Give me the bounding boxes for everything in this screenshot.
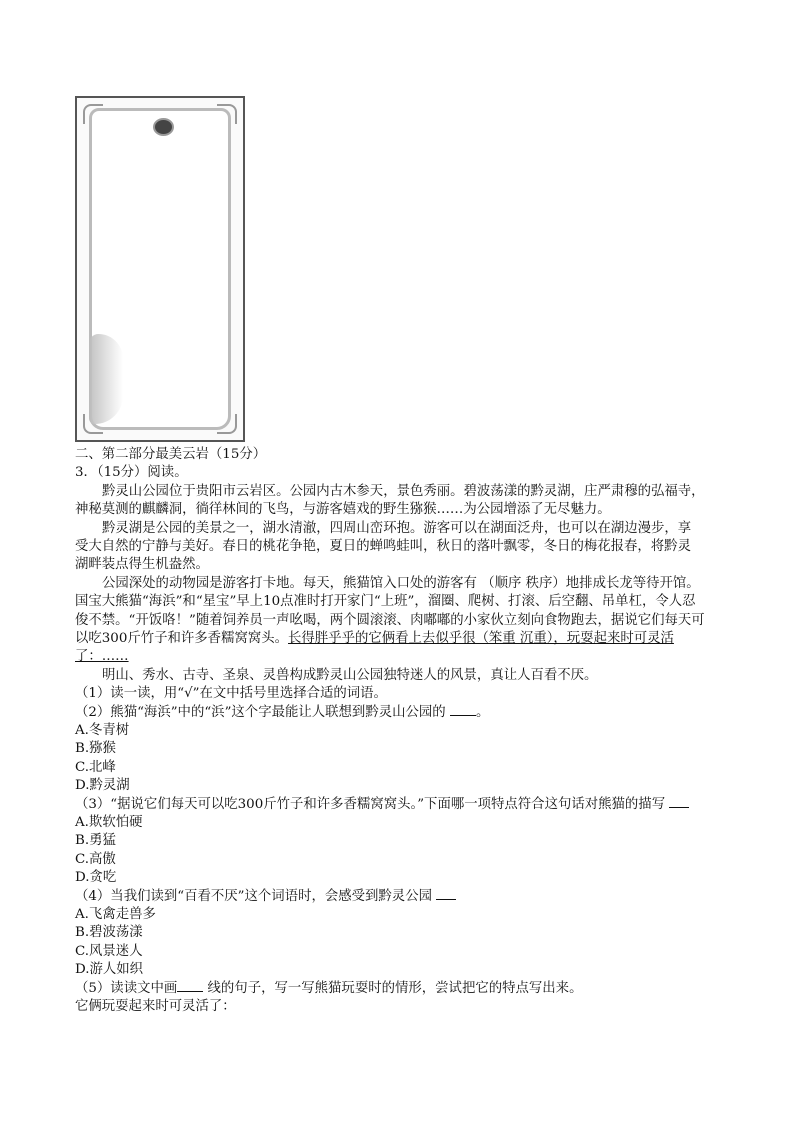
passage-line: 国宝大熊猫“海浜”和“星宝”早上10点准时打开家门“上班”，溜圈、爬树、打滚、后空翻、吊单杠，令人忍 [75,594,696,610]
passage-line: 黔灵湖是公园的美景之一，湖水清澈，四周山峦环抱。游客可以在湖面泛舟，也可以在湖边漫步，享 [102,520,692,536]
section-heading: 二、第二部分最美云岩（15分） [75,447,267,462]
underlined-sentence: 长得胖乎乎的它俩看上去似乎很（笨重 沉重），玩耍起来时可灵活 [288,630,674,646]
option-item[interactable]: B.勇猛 [75,833,116,849]
passage-line: 湖畔装点得生机盎然。 [75,557,209,573]
question-1: （1）读一读，用“√”在文中括号里选择合适的词语。 [75,686,387,702]
question-2 [75,703,785,721]
passage-line [75,630,785,648]
corner-ornament [217,104,237,124]
question-3 [75,795,785,813]
option-item[interactable]: A.飞禽走兽多 [75,906,156,922]
option-item[interactable]: C.北峰 [75,759,116,775]
passage-line: 受大自然的宁静与美好。春日的桃花争艳，夏日的蝉鸣蛙叫，秋日的落叶飘零，冬日的梅花报春，将黔灵 [75,538,691,554]
passage-line: 神秘莫测的麒麟洞，徜徉林间的飞鸟，与游客嬉戏的野生猕猴……为公园增添了无尽魅力。 [75,502,611,518]
answer-blank[interactable] [669,795,689,808]
bookmark-hole-icon [153,118,174,136]
option-item[interactable]: A.欺软怕硬 [75,814,143,830]
passage-line: 明山、秀水、古寺、圣泉、灵兽构成黔灵山公园独特迷人的风景，真让人百看不厌。 [102,667,598,683]
question-text: （3）“据说它们每天可以吃300斤竹子和许多香糯窝窝头。”下面哪一项特点符合这句话对熊猫的描写 [75,797,666,813]
passage-text: 以吃300斤竹子和许多香糯窝窝头。 [75,630,289,646]
corner-ornament [83,104,103,124]
option-item[interactable]: A.冬青树 [75,722,130,738]
question-text: （5）读读文中画 [75,981,178,997]
passage-line [75,648,785,666]
question-3-title: 3．（15分）阅读。 [75,465,188,481]
question-5 [75,979,785,997]
passage-line: 公园深处的动物园是游客打卡地。每天，熊猫馆入口处的游客有 （顺序 秩序）地排成长龙等待开馆。 [102,575,700,591]
answer-blank[interactable] [450,703,476,716]
option-item[interactable]: B.碧波荡漾 [75,925,143,941]
option-item[interactable]: C.风景迷人 [75,943,143,959]
option-item[interactable]: B.猕猴 [75,741,116,757]
passage-line: 黔灵山公园位于贵阳市云岩区。公园内古木参天，景色秀丽。碧波荡漾的黔灵湖，庄严肃穆的弘福寺， [102,483,705,499]
option-item[interactable]: D.黔灵湖 [75,778,130,794]
option-item[interactable]: D.贪吃 [75,869,117,885]
passage-line: 俊不禁。“开饭咯！”随着饲养员一声吆喝，两个圆滚滚、肉嘟嘟的小家伙立刻向食物跑去，据说它们每天可 [75,612,705,628]
corner-ornament [217,414,237,434]
underlined-sentence: 了：…… [75,649,129,665]
answer-blank[interactable] [436,887,456,900]
question-text: 线的句子，写一写熊猫玩耍时的情形，尝试把它的特点写出来。 [207,981,583,997]
answer-line-start[interactable]: 它俩玩耍起来时可灵活了： [75,998,236,1014]
option-item[interactable]: D.游人如织 [75,961,144,977]
answer-blank[interactable] [177,979,203,992]
bookmark-illustration [75,96,245,442]
question-text: 。 [475,705,490,721]
option-item[interactable]: C.高傲 [75,851,116,867]
exam-text [75,446,785,1016]
question-4 [75,887,785,905]
bookmark-shading [89,334,123,424]
question-text: （4）当我们读到“百看不厌”这个词语时，会感受到黔灵公园 [75,889,432,905]
question-text: （2）熊猫“海浜”中的“浜”这个字最能让人联想到黔灵山公园的 [75,705,446,721]
